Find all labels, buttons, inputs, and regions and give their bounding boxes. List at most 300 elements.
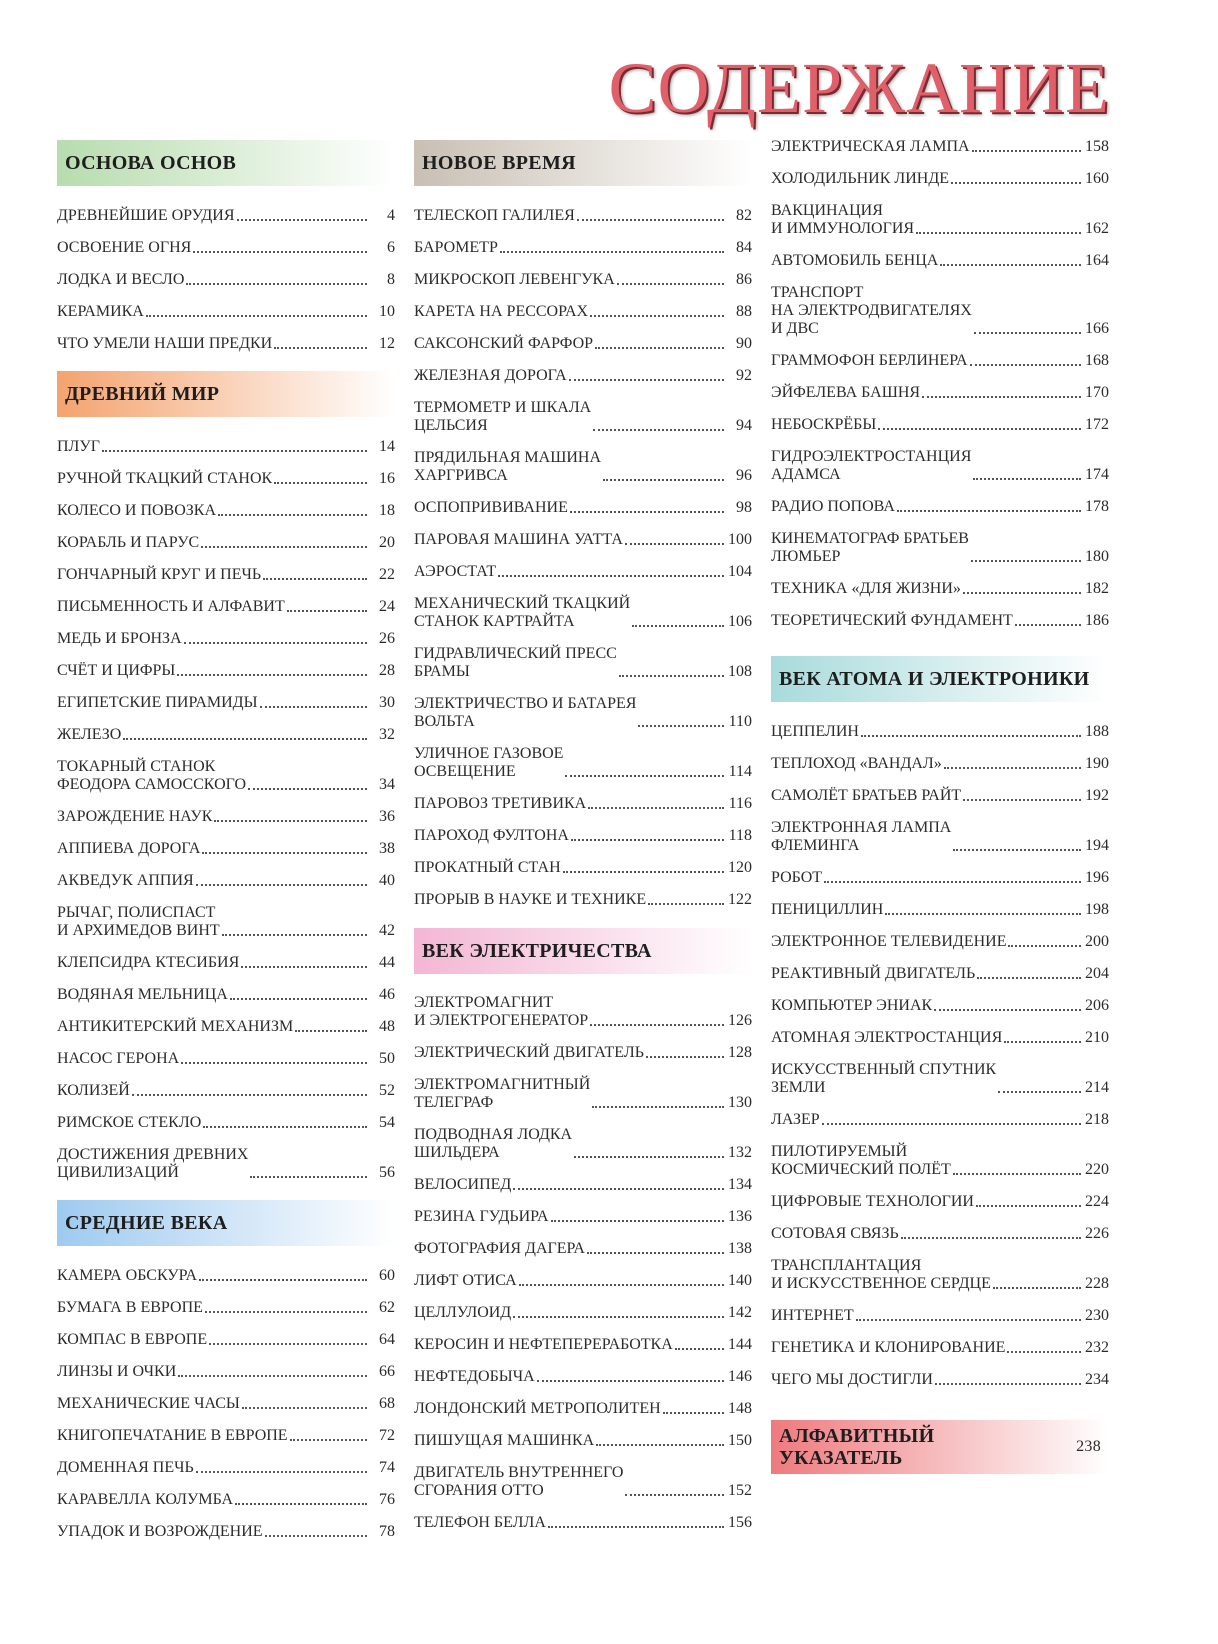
toc-entry[interactable] <box>57 1018 395 1036</box>
toc-entry[interactable] <box>57 303 395 321</box>
dot-leader <box>290 1439 367 1441</box>
dot-leader <box>274 347 367 349</box>
toc-page-number: 26 <box>379 630 395 647</box>
toc-entry-title: МИКРОСКОП ЛЕВЕНГУКА <box>414 271 615 288</box>
dot-leader <box>214 820 367 822</box>
section-header <box>771 1420 1109 1474</box>
toc-entry-title: АЭРОСТАТ <box>414 563 497 580</box>
toc-entry-title: ЛИНЗЫ И ОЧКИ <box>57 1363 177 1380</box>
toc-entry[interactable] <box>414 271 752 289</box>
dot-leader <box>1004 1041 1081 1043</box>
dot-leader <box>196 1471 367 1473</box>
dot-leader <box>590 315 724 317</box>
toc-page-number: 62 <box>379 1299 395 1316</box>
toc-page-number: 64 <box>379 1331 395 1348</box>
toc-entry-title: МЕХАНИЧЕСКИЕ ЧАСЫ <box>57 1395 240 1412</box>
dot-leader <box>235 1503 367 1505</box>
toc-entry[interactable] <box>771 1371 1109 1389</box>
toc-entry-title: ПАРОВОЗ ТРЕТИВИКА <box>414 795 587 812</box>
toc-page-number: 166 <box>1085 320 1109 337</box>
toc-entry[interactable] <box>771 284 1109 338</box>
toc-entry-title: ПРОРЫВ В НАУКЕ И ТЕХНИКЕ <box>414 891 647 908</box>
toc-entry-title: КНИГОПЕЧАТАНИЕ В ЕВРОПЕ <box>57 1427 288 1444</box>
dot-leader <box>250 1176 367 1178</box>
section-header <box>771 656 1109 702</box>
toc-entry[interactable] <box>57 1491 395 1509</box>
dot-leader <box>856 1319 1081 1321</box>
toc-entry-title: ЛИФТ ОТИСА <box>414 1272 517 1289</box>
toc-entry-title: ПАРОХОД ФУЛТОНА <box>414 827 569 844</box>
dot-leader <box>625 1494 724 1496</box>
toc-entry-title: АКВЕДУК АППИЯ <box>57 872 194 889</box>
toc-entry[interactable] <box>771 352 1109 370</box>
toc-page-number: 34 <box>379 776 395 793</box>
toc-entry-title: ПИЛОТИРУЕМЫЙ КОСМИЧЕСКИЙ ПОЛЁТ <box>771 1143 951 1178</box>
toc-page-number: 214 <box>1085 1079 1109 1096</box>
toc-entry[interactable] <box>414 367 752 385</box>
dot-leader <box>201 546 367 548</box>
toc-page-number: 148 <box>728 1400 752 1417</box>
toc-entry[interactable] <box>57 566 395 584</box>
toc-entry-title: ИНТЕРНЕТ <box>771 1307 854 1324</box>
dot-leader <box>241 966 367 968</box>
toc-entry[interactable] <box>414 795 752 813</box>
dot-leader <box>916 232 1081 234</box>
toc-entry[interactable] <box>57 904 395 940</box>
toc-entry[interactable] <box>57 986 395 1004</box>
toc-entry[interactable] <box>57 1427 395 1445</box>
toc-entry[interactable] <box>414 695 752 731</box>
dot-leader <box>663 1412 724 1414</box>
dot-leader <box>186 283 367 285</box>
toc-entry[interactable] <box>771 723 1109 741</box>
toc-entry-title: ВАКЦИНАЦИЯ И ИММУНОЛОГИЯ <box>771 202 915 237</box>
toc-entry[interactable] <box>771 1307 1109 1325</box>
toc-page-number: 100 <box>728 531 752 548</box>
toc-entry[interactable] <box>57 1267 395 1285</box>
toc-entry-title: ТЕПЛОХОД «ВАНДАЛ» <box>771 755 942 772</box>
toc-page-number: 190 <box>1085 755 1109 772</box>
toc-entry-title: ТЕРМОМЕТР И ШКАЛА ЦЕЛЬСИЯ <box>414 399 592 434</box>
toc-entry[interactable] <box>771 1339 1109 1357</box>
toc-entry-title: РЕАКТИВНЫЙ ДВИГАТЕЛЬ <box>771 965 976 982</box>
toc-entry[interactable] <box>414 449 752 485</box>
toc-entry[interactable] <box>771 252 1109 270</box>
toc-entry[interactable] <box>414 1336 752 1354</box>
toc-entry[interactable] <box>414 207 752 225</box>
toc-entry[interactable] <box>57 239 395 257</box>
toc-page-number: 138 <box>728 1240 752 1257</box>
toc-entry[interactable] <box>414 745 752 781</box>
dot-leader <box>132 1094 367 1096</box>
toc-entry-title: ПИСЬМЕННОСТЬ И АЛФАВИТ <box>57 598 285 615</box>
toc-entry[interactable] <box>57 662 395 680</box>
toc-entry[interactable] <box>414 994 752 1030</box>
toc-page-number: 218 <box>1085 1111 1109 1128</box>
toc-entry-title: АНТИКИТЕРСКИЙ МЕХАНИЗМ <box>57 1018 294 1035</box>
toc-entry-title: ДОСТИЖЕНИЯ ДРЕВНИХ ЦИВИЛИЗАЦИЙ <box>57 1146 249 1181</box>
toc-entry[interactable] <box>414 1208 752 1226</box>
toc-entry-title: РЫЧАГ, ПОЛИСПАСТ И АРХИМЕДОВ ВИНТ <box>57 904 220 939</box>
section-header <box>414 928 752 974</box>
section-title: НОВОЕ ВРЕМЯ <box>422 152 576 174</box>
toc-page-number: 204 <box>1085 965 1109 982</box>
dot-leader <box>260 706 367 708</box>
toc-page-number: 228 <box>1085 1275 1109 1292</box>
dot-leader <box>571 839 724 841</box>
dot-leader <box>1008 945 1081 947</box>
dot-leader <box>593 429 724 431</box>
dot-leader <box>551 1220 724 1222</box>
toc-entry-title: ЖЕЛЕЗНАЯ ДОРОГА <box>414 367 567 384</box>
toc-page-number: 94 <box>736 417 752 434</box>
toc-entry[interactable] <box>414 531 752 549</box>
toc-entry[interactable] <box>771 869 1109 887</box>
dot-leader <box>500 251 724 253</box>
toc-page-number: 156 <box>728 1514 752 1531</box>
toc-entry-title: ГРАММОФОН БЕРЛИНЕРА <box>771 352 968 369</box>
toc-entry[interactable] <box>57 758 395 794</box>
toc-entry[interactable] <box>771 416 1109 434</box>
toc-entry-title: КЕРАМИКА <box>57 303 144 320</box>
toc-page-number: 10 <box>379 303 395 320</box>
dot-leader <box>565 775 724 777</box>
toc-page-number: 118 <box>728 827 752 844</box>
section-header <box>57 371 395 417</box>
toc-entry-title: УЛИЧНОЕ ГАЗОВОЕ ОСВЕЩЕНИЕ <box>414 745 564 780</box>
toc-entry[interactable] <box>57 438 395 456</box>
toc-entry-title: ТЕЛЕФОН БЕЛЛА <box>414 1514 546 1531</box>
toc-entry[interactable] <box>771 933 1109 951</box>
toc-page-number: 28 <box>379 662 395 679</box>
toc-entry[interactable] <box>57 630 395 648</box>
dot-leader <box>537 1380 724 1382</box>
toc-page-number: 152 <box>728 1482 752 1499</box>
toc-entry-title: ЭЛЕКТРИЧЕСКИЙ ДВИГАТЕЛЬ <box>414 1044 644 1061</box>
toc-entry[interactable] <box>57 726 395 744</box>
dot-leader <box>970 364 1081 366</box>
toc-entry-title: ДВИГАТЕЛЬ ВНУТРЕННЕГО СГОРАНИЯ ОТТО <box>414 1464 624 1499</box>
toc-entry[interactable] <box>57 502 395 520</box>
toc-entry-title: КАМЕРА ОБСКУРА <box>57 1267 198 1284</box>
toc-entry[interactable] <box>57 470 395 488</box>
dot-leader <box>519 1284 724 1286</box>
toc-entry[interactable] <box>414 1126 752 1162</box>
toc-page-number: 12 <box>379 335 395 352</box>
dot-leader <box>617 283 724 285</box>
toc-entry-title: УПАДОК И ВОЗРОЖДЕНИЕ <box>57 1523 263 1540</box>
dot-leader <box>209 1343 367 1345</box>
toc-page-number: 66 <box>379 1363 395 1380</box>
toc-page-number: 48 <box>379 1018 395 1035</box>
toc-page-number: 178 <box>1085 498 1109 515</box>
toc-entry[interactable] <box>57 335 395 353</box>
toc-entry[interactable] <box>414 595 752 631</box>
dot-leader <box>977 977 1081 979</box>
toc-page-number: 160 <box>1085 170 1109 187</box>
dot-leader <box>638 725 724 727</box>
toc-entry-title: ЭЙФЕЛЕВА БАШНЯ <box>771 384 921 401</box>
dot-leader <box>646 1056 724 1058</box>
dot-leader <box>265 1535 367 1537</box>
toc-entry-title: КОЛЕСО И ПОВОЗКА <box>57 502 217 519</box>
toc-page-number: 164 <box>1085 252 1109 269</box>
toc-entry[interactable] <box>414 1176 752 1194</box>
toc-entry[interactable] <box>771 530 1109 566</box>
toc-entry[interactable] <box>414 645 752 681</box>
toc-entry[interactable] <box>771 1143 1109 1179</box>
toc-entry[interactable] <box>57 694 395 712</box>
dot-leader <box>993 1287 1081 1289</box>
toc-entry[interactable] <box>771 1029 1109 1047</box>
dot-leader <box>574 1156 724 1158</box>
toc-entry[interactable] <box>414 1400 752 1418</box>
toc-page-number: 198 <box>1085 901 1109 918</box>
toc-entry-title: ПРЯДИЛЬНАЯ МАШИНА ХАРГРИВСА <box>414 449 601 484</box>
toc-entry-title: ХОЛОДИЛЬНИК ЛИНДЕ <box>771 170 950 187</box>
toc-entry-title: ФОТОГРАФИЯ ДАГЕРА <box>414 1240 585 1257</box>
toc-entry[interactable] <box>771 1061 1109 1097</box>
toc-entry-title: ОСПОПРИВИВАНИЕ <box>414 499 568 516</box>
toc-entry[interactable] <box>414 1076 752 1112</box>
toc-entry[interactable] <box>414 1240 752 1258</box>
toc-entry[interactable] <box>771 1257 1109 1293</box>
dot-leader <box>295 1030 367 1032</box>
toc-entry[interactable] <box>771 997 1109 1015</box>
toc-entry[interactable] <box>771 448 1109 484</box>
toc-entry[interactable] <box>57 1146 395 1182</box>
toc-entry[interactable] <box>414 239 752 257</box>
toc-entry[interactable] <box>771 901 1109 919</box>
toc-entry[interactable] <box>57 840 395 858</box>
toc-entry[interactable] <box>771 202 1109 238</box>
toc-entry[interactable] <box>57 271 395 289</box>
dot-leader <box>274 482 367 484</box>
toc-entry-title: МЕХАНИЧЕСКИЙ ТКАЦКИЙ СТАНОК КАРТРАЙТА <box>414 595 631 630</box>
toc-entry-title: ЗАРОЖДЕНИЕ НАУК <box>57 808 213 825</box>
toc-entry[interactable] <box>771 787 1109 805</box>
dot-leader <box>1015 624 1081 626</box>
dot-leader <box>998 1091 1081 1093</box>
toc-entry[interactable] <box>57 1114 395 1132</box>
section-title: АЛФАВИТНЫЙ УКАЗАТЕЛЬ <box>779 1425 935 1469</box>
section-header <box>57 140 395 186</box>
toc-entry-title: КЕРОСИН И НЕФТЕПЕРЕРАБОТКА <box>414 1336 673 1353</box>
toc-entry[interactable] <box>57 872 395 890</box>
toc-entry-title: КАРАВЕЛЛА КОЛУМБА <box>57 1491 234 1508</box>
dot-leader <box>222 934 367 936</box>
toc-entry-title: РУЧНОЙ ТКАЦКИЙ СТАНОК <box>57 470 273 487</box>
toc-page-number: 196 <box>1085 869 1109 886</box>
toc-entry[interactable] <box>414 891 752 909</box>
section-header <box>57 1200 395 1246</box>
toc-entry-title: ТРАНСПОРТ НА ЭЛЕКТРОДВИГАТЕЛЯХ И ДВС <box>771 284 972 337</box>
toc-entry-title: ТОКАРНЫЙ СТАНОК ФЕОДОРА САМОССКОГО <box>57 758 247 793</box>
toc-entry-title: ЛАЗЕР <box>771 1111 820 1128</box>
toc-page-number: 210 <box>1085 1029 1109 1046</box>
toc-entry-title: БУМАГА В ЕВРОПЕ <box>57 1299 203 1316</box>
dot-leader <box>570 511 724 513</box>
toc-entry-title: ИСКУССТВЕННЫЙ СПУТНИК ЗЕМЛИ <box>771 1061 997 1096</box>
dot-leader <box>199 1279 367 1281</box>
dot-leader <box>972 150 1081 152</box>
toc-entry-title: ЕГИПЕТСКИЕ ПИРАМИДЫ <box>57 694 258 711</box>
section-title: ВЕК АТОМА И ЭЛЕКТРОНИКИ <box>779 668 1090 690</box>
toc-entry-title: САМОЛЁТ БРАТЬЕВ РАЙТ <box>771 787 962 804</box>
toc-page-number: 40 <box>379 872 395 889</box>
toc-page-number: 188 <box>1085 723 1109 740</box>
toc-page-number: 18 <box>379 502 395 519</box>
dot-leader <box>196 884 367 886</box>
toc-entry[interactable] <box>57 1363 395 1381</box>
toc-entry-title: КЛЕПСИДРА КТЕСИБИЯ <box>57 954 240 971</box>
toc-entry-title: ЭЛЕКТРОННОЕ ТЕЛЕВИДЕНИЕ <box>771 933 1007 950</box>
toc-page-number: 36 <box>379 808 395 825</box>
toc-entry-title: КОРАБЛЬ И ПАРУС <box>57 534 200 551</box>
toc-entry[interactable] <box>414 859 752 877</box>
page-title: СОДЕРЖАНИЕ <box>608 48 1110 128</box>
dot-leader <box>963 799 1081 801</box>
toc-page-number: 206 <box>1085 997 1109 1014</box>
toc-page-number: 98 <box>736 499 752 516</box>
dot-leader <box>824 881 1081 883</box>
dot-leader <box>596 1444 724 1446</box>
dot-leader <box>202 852 367 854</box>
dot-leader <box>901 1237 1081 1239</box>
toc-entry[interactable] <box>57 808 395 826</box>
dot-leader <box>897 510 1081 512</box>
toc-page-number: 194 <box>1085 837 1109 854</box>
toc-entry[interactable] <box>414 1304 752 1322</box>
toc-entry[interactable] <box>57 1299 395 1317</box>
toc-entry[interactable] <box>771 138 1109 156</box>
dot-leader <box>587 1252 724 1254</box>
dot-leader <box>513 1188 724 1190</box>
toc-entry[interactable] <box>414 303 752 321</box>
toc-page-number: 126 <box>728 1012 752 1029</box>
dot-leader <box>953 1173 1081 1175</box>
dot-leader <box>205 1311 367 1313</box>
toc-entry-title: ГИДРОЭЛЕКТРОСТАНЦИЯ АДАМСА <box>771 448 972 483</box>
toc-page-number: 116 <box>728 795 752 812</box>
toc-entry[interactable] <box>57 534 395 552</box>
toc-entry[interactable] <box>771 1193 1109 1211</box>
toc-entry[interactable] <box>57 598 395 616</box>
dot-leader <box>922 396 1081 398</box>
toc-entry-title: ГОНЧАРНЫЙ КРУГ И ПЕЧЬ <box>57 566 262 583</box>
dot-leader <box>218 514 367 516</box>
toc-entry-title: АТОМНАЯ ЭЛЕКТРОСТАНЦИЯ <box>771 1029 1003 1046</box>
section-title: ОСНОВА ОСНОВ <box>65 152 237 174</box>
toc-entry-title: САКСОНСКИЙ ФАРФОР <box>414 335 594 352</box>
toc-page-number: 168 <box>1085 352 1109 369</box>
toc-entry[interactable] <box>771 965 1109 983</box>
toc-entry[interactable] <box>57 1082 395 1100</box>
dot-leader <box>592 1106 724 1108</box>
dot-leader <box>595 347 724 349</box>
toc-page-number: 114 <box>728 763 752 780</box>
toc-entry-title: ЛОНДОНСКИЙ МЕТРОПОЛИТЕН <box>414 1400 661 1417</box>
toc-entry[interactable] <box>771 498 1109 516</box>
dot-leader <box>184 642 367 644</box>
toc-entry-title: ПЕНИЦИЛЛИН <box>771 901 884 918</box>
toc-entry-title: ГЕНЕТИКА И КЛОНИРОВАНИЕ <box>771 1339 1006 1356</box>
toc-entry-title: НЕФТЕДОБЫЧА <box>414 1368 535 1385</box>
toc-entry-title: БАРОМЕТР <box>414 239 498 256</box>
toc-entry[interactable] <box>414 499 752 517</box>
toc-page-number: 132 <box>728 1144 752 1161</box>
toc-entry-title: ЧТО УМЕЛИ НАШИ ПРЕДКИ <box>57 335 273 352</box>
toc-entry-title: ЧЕГО МЫ ДОСТИГЛИ <box>771 1371 933 1388</box>
toc-entry[interactable] <box>414 1464 752 1500</box>
toc-entry[interactable] <box>771 1225 1109 1243</box>
toc-entry[interactable] <box>771 612 1109 630</box>
toc-entry-title: ТЕЛЕСКОП ГАЛИЛЕЯ <box>414 207 575 224</box>
dot-leader <box>513 1316 724 1318</box>
toc-entry[interactable] <box>57 1331 395 1349</box>
toc-entry-title: ЦЕППЕЛИН <box>771 723 859 740</box>
toc-entry[interactable] <box>771 819 1109 855</box>
toc-entry[interactable] <box>57 1459 395 1477</box>
toc-entry[interactable] <box>771 580 1109 598</box>
toc-page-number: 162 <box>1085 220 1109 237</box>
toc-entry[interactable] <box>414 399 752 435</box>
toc-entry[interactable] <box>771 755 1109 773</box>
toc-entry-title: ЖЕЛЕЗО <box>57 726 122 743</box>
toc-entry[interactable] <box>57 1050 395 1068</box>
toc-entry-title: ТЕОРЕТИЧЕСКИЙ ФУНДАМЕНТ <box>771 612 1013 629</box>
toc-entry[interactable] <box>414 1272 752 1290</box>
toc-page-number: 38 <box>379 840 395 857</box>
toc-page-number: 44 <box>379 954 395 971</box>
toc-entry-title: НЕБОСКРЁБЫ <box>771 416 877 433</box>
toc-entry[interactable] <box>771 170 1109 188</box>
dot-leader <box>181 1062 367 1064</box>
toc-entry[interactable] <box>57 1395 395 1413</box>
toc-entry[interactable] <box>57 1523 395 1541</box>
toc-page-number: 86 <box>736 271 752 288</box>
dot-leader <box>203 1126 367 1128</box>
dot-leader <box>237 219 367 221</box>
toc-page-number: 136 <box>728 1208 752 1225</box>
toc-entry[interactable] <box>414 1432 752 1450</box>
dot-leader <box>242 1407 367 1409</box>
dot-leader <box>944 767 1081 769</box>
toc-entry[interactable] <box>414 563 752 581</box>
toc-entry[interactable] <box>771 1111 1109 1129</box>
toc-entry-title: АВТОМОБИЛЬ БЕНЦА <box>771 252 939 269</box>
dot-leader <box>102 450 367 452</box>
toc-entry[interactable] <box>57 207 395 225</box>
toc-entry-title: РЕЗИНА ГУДЬИРА <box>414 1208 549 1225</box>
toc-entry[interactable] <box>57 954 395 972</box>
dot-leader <box>971 560 1081 562</box>
toc-page-number: 22 <box>379 566 395 583</box>
toc-page-number: 150 <box>728 1432 752 1449</box>
section-page-number[interactable]: 238 <box>1076 1438 1101 1455</box>
toc-page-number: 24 <box>379 598 395 615</box>
toc-entry[interactable] <box>414 827 752 845</box>
toc-page-number: 130 <box>728 1094 752 1111</box>
toc-entry-title: ПОДВОДНАЯ ЛОДКА ШИЛЬДЕРА <box>414 1126 573 1161</box>
toc-entry[interactable] <box>414 1044 752 1062</box>
toc-entry[interactable] <box>771 384 1109 402</box>
toc-entry[interactable] <box>414 1368 752 1386</box>
toc-entry[interactable] <box>414 1514 752 1532</box>
toc-page-number: 8 <box>387 271 395 288</box>
toc-entry-title: ГИДРАВЛИЧЕСКИЙ ПРЕСС БРАМЫ <box>414 645 617 680</box>
toc-entry[interactable] <box>414 335 752 353</box>
